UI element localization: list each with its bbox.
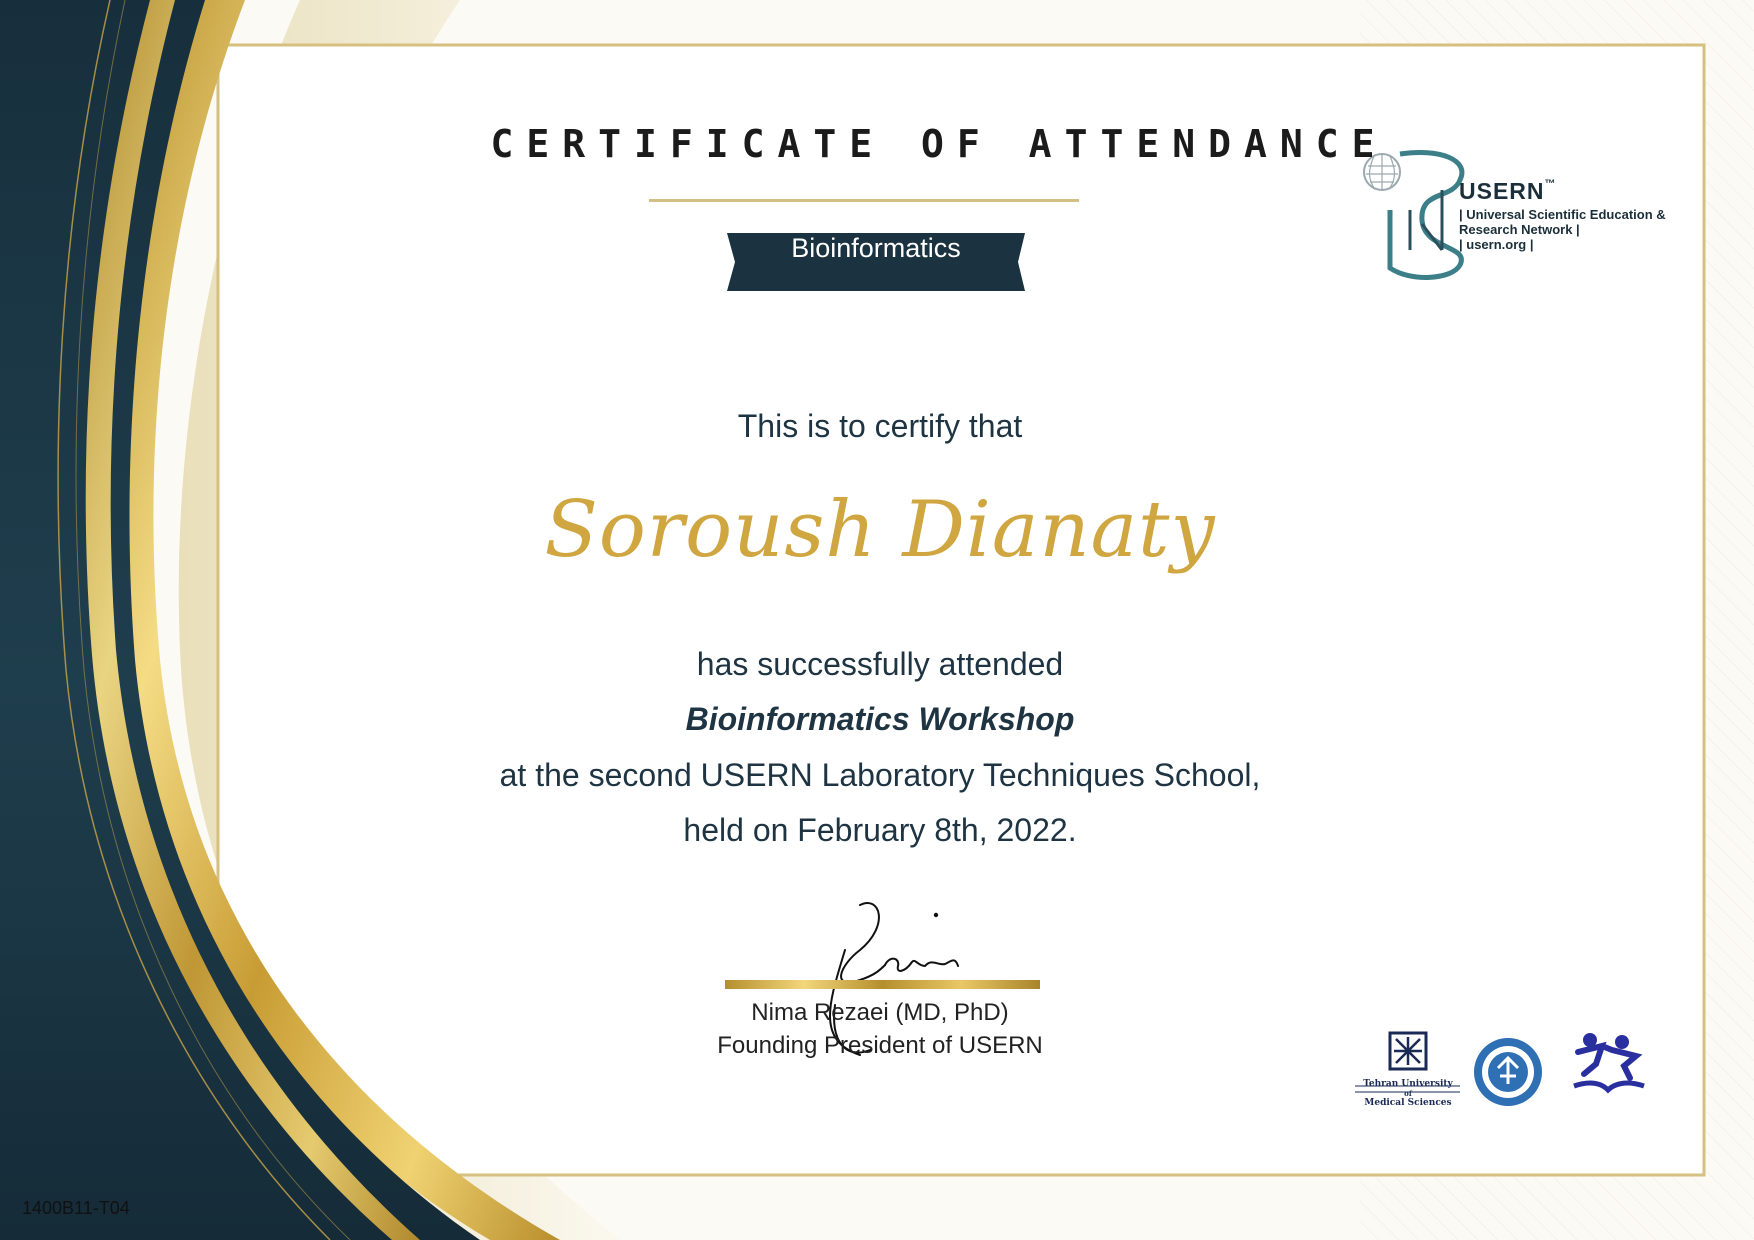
attended-text: has successfully attended	[696, 646, 1064, 682]
tums-caption	[1348, 1079, 1468, 1109]
tums-line3: Medical Sciences	[1364, 1098, 1452, 1108]
title-divider	[649, 199, 1079, 202]
tums-line2: of	[1404, 1089, 1412, 1098]
ribbon-label: Bioinformatics	[791, 233, 961, 263]
venue-line: at the second USERN Laboratory Techniques School,	[499, 757, 1261, 793]
research-center-logo	[1474, 1038, 1542, 1106]
usern-url: | usern.org |	[1459, 237, 1534, 252]
intro-text: This is to certify that	[737, 408, 1023, 444]
certificate-code: 1400B11-T04	[22, 1198, 130, 1218]
usern-tagline-1: | Universal Scientific Education &	[1459, 207, 1666, 222]
event-name: Bioinformatics Workshop	[685, 701, 1075, 737]
usern-tagline-2: Research Network |	[1459, 222, 1580, 237]
usern-name: USERN	[1459, 178, 1545, 204]
certificate-title: CERTIFICATE OF ATTENDANCE	[490, 122, 1388, 166]
tums-line1: Tehran University	[1363, 1079, 1453, 1089]
signer-name: Nima Rezaei (MD, PhD)	[751, 999, 1009, 1026]
usern-wordmark	[1459, 178, 1557, 205]
date-line: held on February 8th, 2022.	[683, 812, 1077, 848]
signer-title: Founding President of USERN	[717, 1032, 1043, 1059]
recipient-name: Soroush Dianaty	[544, 485, 1216, 575]
signature-line	[725, 980, 1040, 989]
usern-tm: ™	[1544, 178, 1557, 190]
